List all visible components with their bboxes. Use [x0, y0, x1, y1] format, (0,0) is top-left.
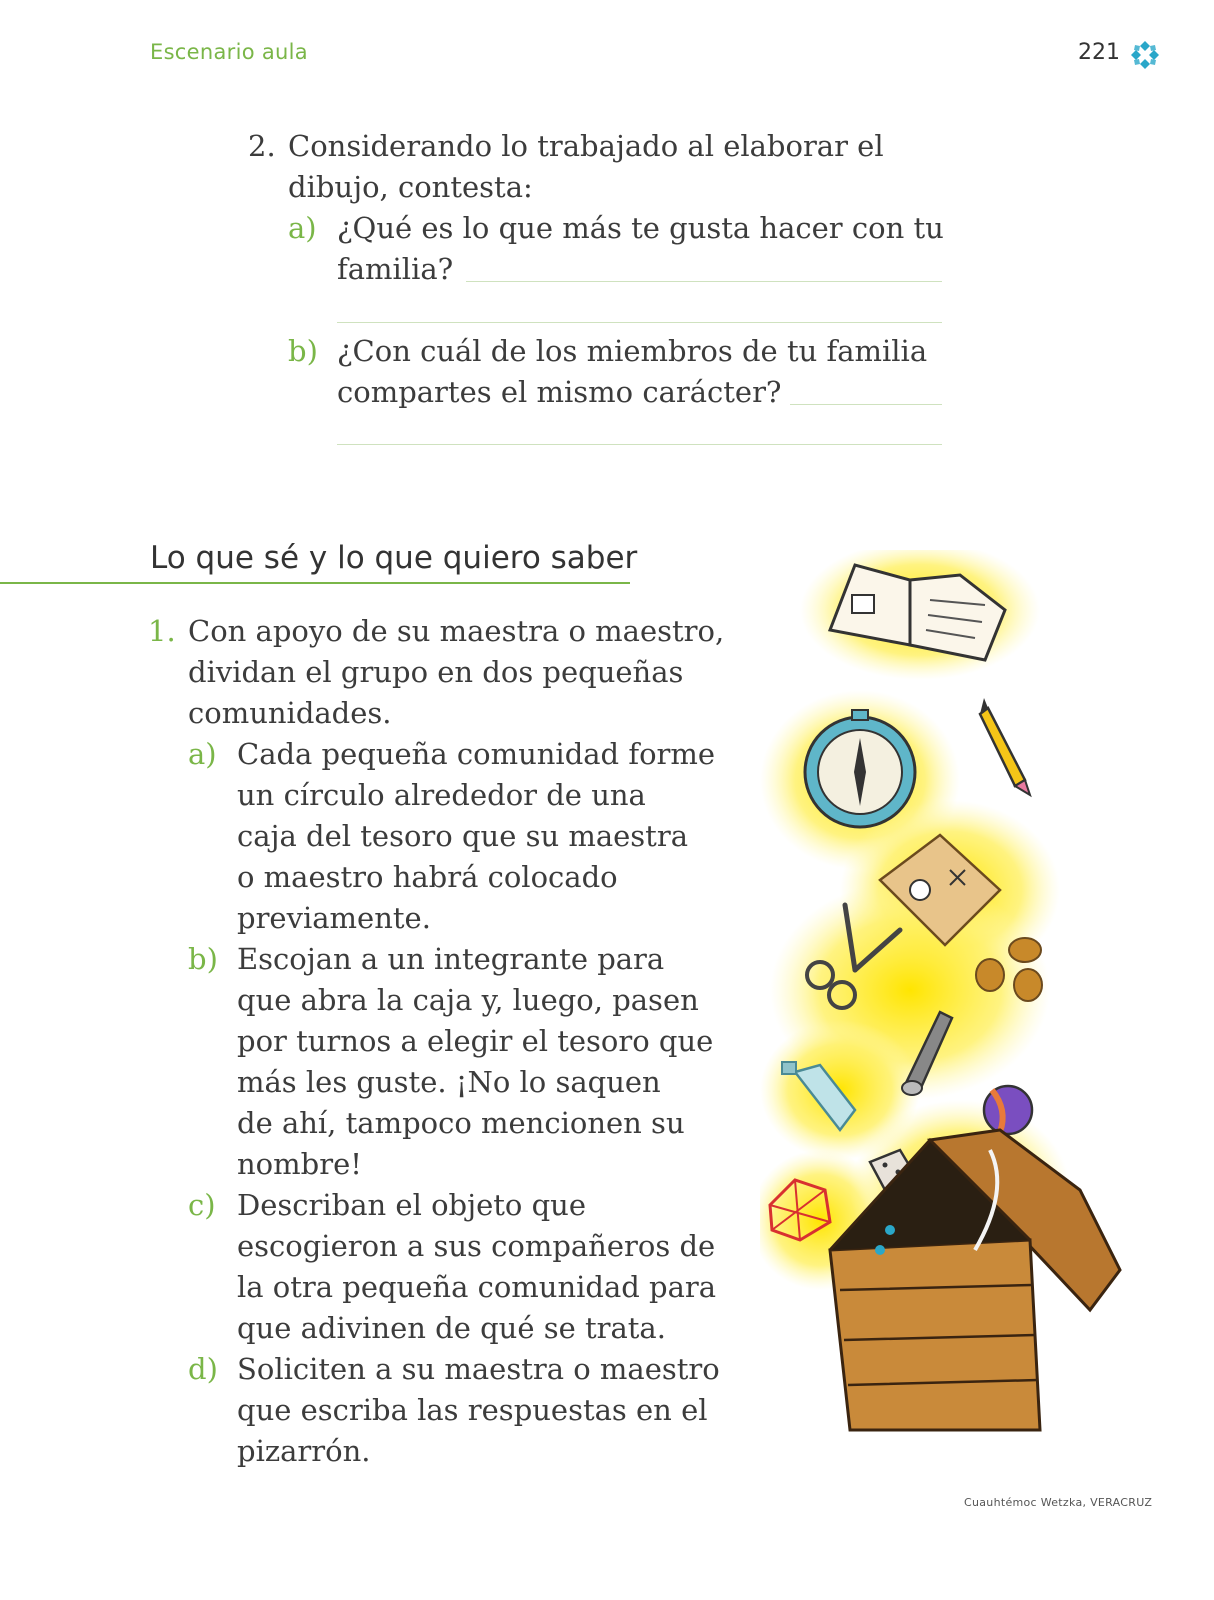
question-2a-line-1: ¿Qué es lo que más te gusta hacer con tu	[337, 211, 944, 245]
task-1c-line: escogieron a sus compañeros de	[237, 1229, 716, 1263]
answer-line[interactable]	[790, 404, 942, 405]
question-2-number: 2.	[248, 129, 276, 163]
answer-line[interactable]	[337, 444, 942, 445]
task-1a-line: Cada pequeña comunidad forme	[237, 737, 716, 771]
task-1a-line: un círculo alrededor de una	[237, 778, 646, 812]
task-1c-line: la otra pequeña comunidad para	[237, 1270, 717, 1304]
question-2-line-1: Considerando lo trabajado al elaborar el	[288, 129, 884, 163]
task-1c-line: Describan el objeto que	[237, 1188, 586, 1222]
section-header: Escenario aula	[150, 40, 308, 64]
section-title: Lo que sé y lo que quiero saber	[150, 540, 638, 576]
task-1b-line: más les guste. ¡No lo saquen	[237, 1065, 661, 1099]
section-divider	[0, 582, 630, 584]
ball-icon	[984, 1086, 1032, 1134]
answer-line[interactable]	[466, 281, 942, 282]
task-1b-line: nombre!	[237, 1147, 362, 1181]
task-1d-line: Soliciten a su maestra o maestro	[237, 1352, 720, 1386]
task-1b-line: que abra la caja y, luego, pasen	[237, 983, 699, 1017]
task-1b-line: Escojan a un integrante para	[237, 942, 665, 976]
task-1a-letter: a)	[188, 737, 217, 771]
task-1d-letter: d)	[188, 1352, 218, 1386]
question-2a-line-2: familia?	[337, 252, 454, 286]
answer-line[interactable]	[337, 322, 942, 323]
task-1-line: dividan el grupo en dos pequeñas	[188, 655, 684, 689]
task-1-number: 1.	[148, 614, 176, 648]
task-1a-line: o maestro habrá colocado	[237, 860, 618, 894]
task-1d-line: pizarrón.	[237, 1434, 371, 1468]
page-number: 221	[1078, 40, 1120, 65]
snowflake-logo-icon	[1128, 38, 1162, 72]
illustration-credit: Cuauhtémoc Wetzka, VERACRUZ	[964, 1496, 1153, 1509]
task-1-line: Con apoyo de su maestra o maestro,	[188, 614, 725, 648]
question-2b-line-2: compartes el mismo carácter?	[337, 375, 782, 409]
task-1a-line: previamente.	[237, 901, 431, 935]
task-1d-line: que escriba las respuestas en el	[237, 1393, 708, 1427]
task-1-line: comunidades.	[188, 696, 392, 730]
question-2a-letter: a)	[288, 211, 317, 245]
question-2b-line-1: ¿Con cuál de los miembros de tu familia	[337, 334, 928, 368]
question-2-line-2: dibujo, contesta:	[288, 170, 533, 204]
task-1b-line: de ahí, tampoco mencionen su	[237, 1106, 685, 1140]
task-1c-letter: c)	[188, 1188, 216, 1222]
task-1a-line: caja del tesoro que su maestra	[237, 819, 688, 853]
treasure-illustration	[760, 550, 1180, 1470]
pencil-icon	[980, 698, 1030, 795]
question-2b-letter: b)	[288, 334, 318, 368]
task-1c-line: que adivinen de qué se trata.	[237, 1311, 666, 1345]
task-1b-letter: b)	[188, 942, 218, 976]
task-1b-line: por turnos a elegir el tesoro que	[237, 1024, 714, 1058]
